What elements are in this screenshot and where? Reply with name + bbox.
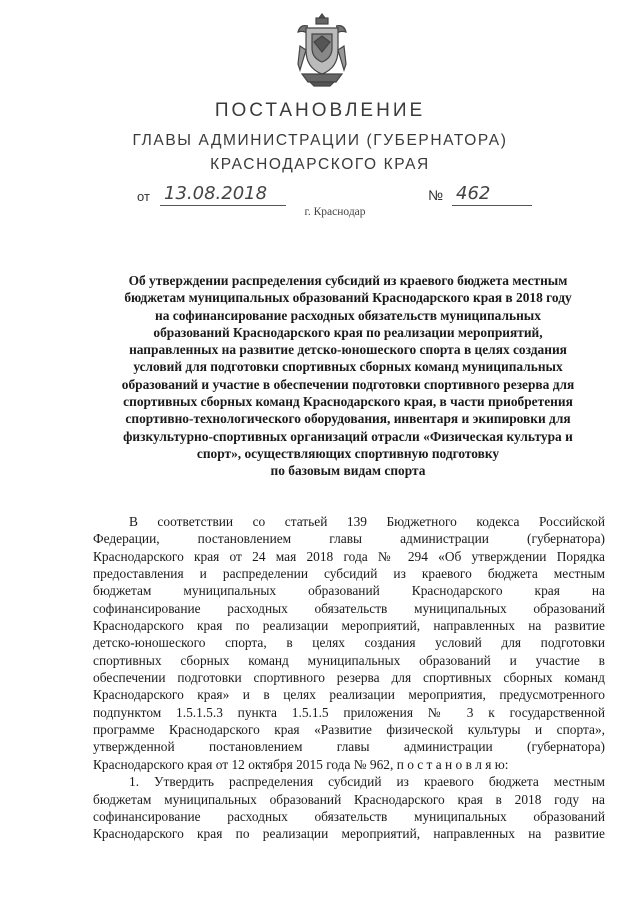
city-name: г. Краснодар xyxy=(304,206,366,218)
date-label: от xyxy=(137,189,150,204)
issuer-line-1: ГЛАВЫ АДМИНИСТРАЦИИ (ГУБЕРНАТОРА) xyxy=(132,132,508,149)
body-line: предоставления и распределении субсидий из краевого бюджета местным xyxy=(93,566,605,582)
body-line: детско-юношеского спорта, в целях создания условий для подготовки xyxy=(93,635,605,651)
title-line: образований и участие в обеспечении подготовки спортивного резерва для xyxy=(121,376,575,392)
issuer-line-2: КРАСНОДАРСКОГО КРАЯ xyxy=(210,156,430,173)
document-type-heading: ПОСТАНОВЛЕНИЕ xyxy=(214,100,426,121)
body-line: утвержденной постановлением главы администрации (губернатора) xyxy=(93,739,605,755)
body-line: бюджетам муниципальных образований Краснодарского края на xyxy=(93,583,605,599)
title-line: Об утверждении распределения субсидий из краевого бюджета местным xyxy=(128,273,568,288)
body-line: программе Краснодарского края «Развитие физической культуры и спорта», xyxy=(93,722,605,738)
body-line: обеспечении подготовки спортивного резерва для спортивных сборных команд xyxy=(93,670,605,686)
body-line: подпунктом 1.5.1.5.3 пункта 1.5.1.5 приложения № 3 к государственной xyxy=(93,704,605,720)
title-line: по базовым видам спорта xyxy=(270,463,426,479)
body-line: 1. Утвердить распределения субсидий из краевого бюджета местным xyxy=(129,774,605,790)
handwritten-number: 462 xyxy=(452,183,532,206)
body-line: Краснодарского края по реализации мероприятий, направленных на развитие xyxy=(93,618,605,634)
title-line: на софинансирование расходных обязательств муниципальных xyxy=(155,307,541,323)
body-line: Краснодарского края от 12 октября 2015 года № 962, п о с т а н о в л я ю: xyxy=(93,756,509,772)
body-line: софинансирование расходных обязательств муниципальных образований xyxy=(93,808,605,824)
title-line: спортивно-технологического оборудования, инвентаря и экипировки для xyxy=(125,411,571,427)
krasnodar-coat-of-arms-icon xyxy=(294,12,350,88)
body-line: бюджетам муниципальных образований Краснодарского края в 2018 году на xyxy=(93,791,605,807)
body-line: спортивных сборных команд муниципальных образований и участие в xyxy=(93,652,605,668)
body-line: Краснодарского края от 24 мая 2018 года № 294 «Об утверждении Порядка xyxy=(93,548,605,564)
handwritten-date: 13.08.2018 xyxy=(160,183,286,206)
number-label: № xyxy=(428,187,444,203)
body-line: Краснодарского края по реализации мероприятий, направленных на развитие xyxy=(93,826,605,842)
title-line: спорт», осуществляющих спортивную подготовку xyxy=(196,445,500,461)
body-line: Федерации, постановлением главы администрации (губернатора) xyxy=(93,531,605,547)
title-line: физкультурно-спортивных организаций отрасли «Физическая культура и xyxy=(123,428,573,444)
body-line: софинансирование расходных обязательств муниципальных образований xyxy=(93,600,605,616)
title-line: бюджетам муниципальных образований Краснодарского края в 2018 году xyxy=(124,290,572,306)
title-line: условий для подготовки спортивных сборных команд муниципальных xyxy=(133,359,563,375)
title-line: направленных на развитие детско-юношеского спорта в целях создания xyxy=(129,342,567,358)
title-line: образований Краснодарского края по реализации мероприятий, xyxy=(153,324,543,340)
document-title xyxy=(88,272,608,480)
body-line: Краснодарского края» и в целях реализации мероприятия, предусмотренного xyxy=(93,687,605,703)
document-body xyxy=(93,513,605,843)
body-line: В соответствии со статьей 139 Бюджетного кодекса Российской xyxy=(129,514,605,529)
title-line: спортивных сборных команд Краснодарского края, в части приобретения xyxy=(123,394,573,410)
